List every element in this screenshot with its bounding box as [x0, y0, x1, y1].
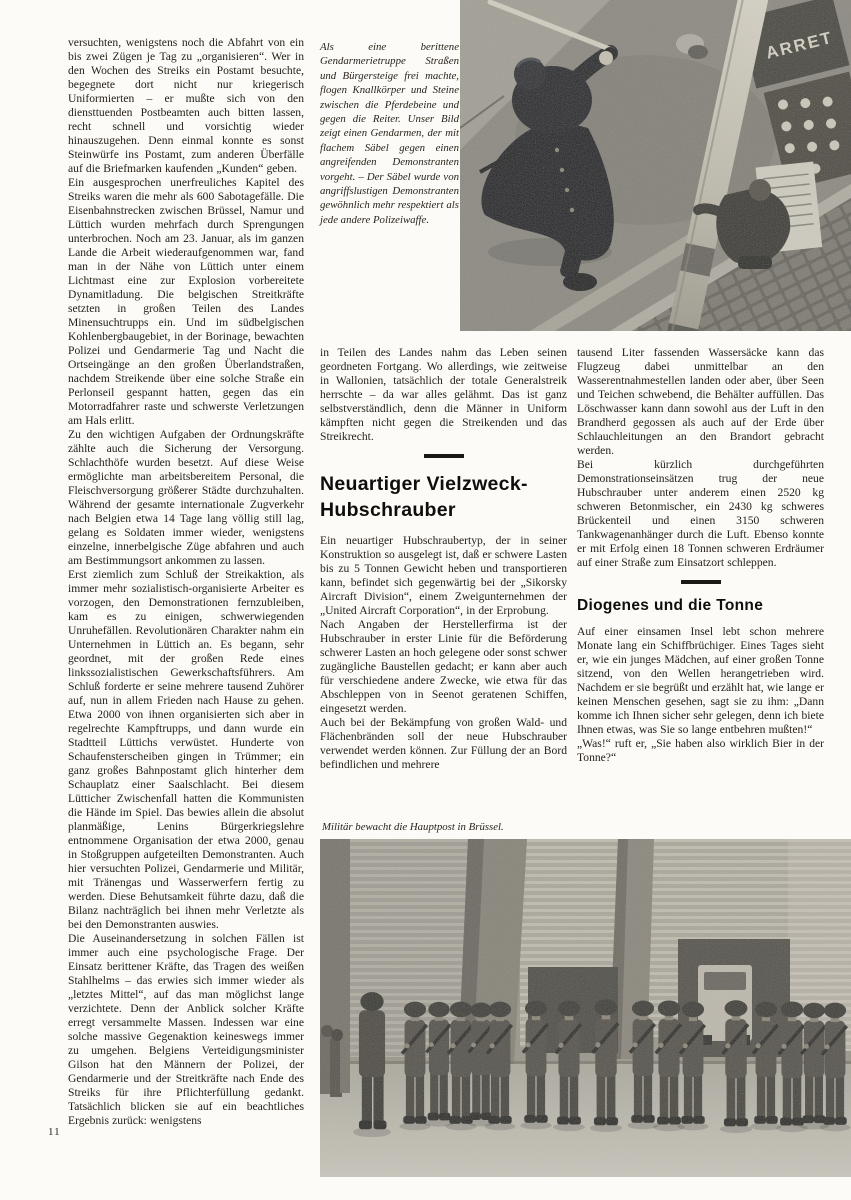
- article-heading-helicopter: Neuartiger Vielzweck-Hubschrauber: [320, 473, 528, 521]
- photo-gendarme-saber: [460, 0, 851, 331]
- body-paragraph: Ein ausgesprochen unerfreuliches Kapitel des Streiks waren die mehr als 600 Sabotagefälle. Die Eisenbahnstrecken zwischen Brüssel, Namur und Lüttich wurden mehrfach durch Sprengungen unterbrochen. Noch am 23. Januar, als im ganzen Lande die Arbeit wiederaufgenommen war, fand man in der Nähe von Lüttich unter einem Lichtmast eine zur Explosion vorbereitete Dynamitladung. Die belgischen Streitkräfte setzten in großen Teilen des Landes Minensuchtrupps ein. Und im südbelgischen Kohlenbergbaugebiet, in der Borinage, bewachten Polizei und Gendarmerie Tag und Nacht die Ortseingänge an den großen Überlandstraßen, nachdem Streikende über eine solche Straße ein Perlonseil gespannt hatten, gegen das ein Motorradfahrer raste und schwerste Verletzungen am Hals erlitt.: [68, 176, 304, 427]
- column-left: [68, 36, 304, 1128]
- page-number: 11: [48, 1126, 61, 1138]
- column-middle: [320, 346, 567, 772]
- body-paragraph: Zu den wichtigen Aufgaben der Ordnungskräfte zählte auch die Sicherung der Versorgung. Schlachthöfe wurden besetzt. Auf diese Weise ermöglichte man arbeitsbereitem Personal, die Fleischversorgung größerer Städte durchzuhalten. Während der gesamte internationale Zugverkehr nach Belgien etwa 14 Tage lang völlig still lag, gelang es Soldaten immer wieder, wenigstens einzelne, innerbelgische Züge abfahren und auch am Bestimmungsort ankommen zu lassen.: [68, 428, 304, 567]
- body-paragraph: Auch bei der Bekämpfung von großen Wald- und Flächenbränden soll der neue Hubschrauber verwendet werden können. Zur Füllung der an Bord befindlichen und mehrere: [320, 716, 567, 771]
- body-paragraph: Bei kürzlich durchgeführten Demonstrationseinsätzen trug der neue Hubschrauber unter anderem einen 2520 kg schweren Betonmischer, ein 2430 kg schweres Brückenteil und einen 3150 schweren Tankwagenanhänger durch die Luft. Ebenso konnte er mit Erfolg einen 18 Tonnen schweren Erdräumer auf einer Straße zum Einsatzort schleppen.: [577, 458, 824, 569]
- soldiers-photo-illustration: [320, 839, 851, 1177]
- photo-caption-bottom: Militär bewacht die Hauptpost in Brüssel.: [322, 821, 504, 833]
- body-paragraph: Nach Angaben der Herstellerfirma ist der Hubschrauber in erster Linie für die Beförderung schwerer Lasten an hoch gelegene oder sonst schwer zugängliche Baustellen gedacht; er kann aber auch für verschiedene andere Zwecke, wie etwa für das Abschleppen von in Seenot geratenen Schiffen, eingesetzt werden.: [320, 618, 567, 715]
- article-heading-diogenes: Diogenes und die Tonne: [577, 597, 764, 614]
- arret-sign-text: ARRET: [763, 27, 836, 63]
- body-paragraph: tausend Liter fassenden Wassersäcke kann das Flugzeug dabei unmittelbar an den Wasserentnahmestellen landen oder aber, über Seen und Teichen schwebend, die Behälter auffüllen. Das Löschwasser kann dann sowohl aus der Luft in den Brandherd gegossen als auch auf der Erde über Schlauchleitungen an den Brandort gebracht werden.: [577, 346, 824, 457]
- body-paragraph: Erst ziemlich zum Schluß der Streikaktion, als immer mehr sozialistisch-organisierte Arbeiter es vorzogen, den Demonstrationen fernzubleiben, kam es zu einigen, schwerwiegenden Unruhefällen. Revolutionären Charakter nahm ein Unternehmen in Lüttich an. Es begann, sehr geordnet, mit der großen Rede eines linkssozialistischen Gewerkschaftsführers. Am Schluß forderte er seine mehrere tausend Zuhörer auf, nun in allem Frieden nach Hause zu gehen. Etwa 2000 von ihnen organisierten sich aber in regelrechte Kampftrupps, und dann wurde ein Stadtteil Lüttichs verwüstet. Hunderte von Schaufensterscheiben gingen in Trümmer; ein ganz großes Bahnpostamt glich hinterher dem Schauplatz einer Saalschlacht. Bei diesem Lütticher Zwischenfall hatten die Kommunisten die Hände im Spiel. Das bewies allein die absolut planmäßige, Lenins Bürgerkriegslehre entnommene Organisation der etwa 2000, genau in Stoßgruppen aufgeteilten Demonstranten. Auch hier versuchten Polizei, Gendarmerie und Militär, mit Tränengas und Wasserwerfern fertig zu werden. Diese Behutsamkeit führte dazu, daß die Bilanz nachträglich bei ihnen mehr Verletzte als bei den Demonstranten auswies.: [68, 568, 304, 931]
- section-divider: [424, 454, 464, 458]
- body-paragraph: Die Auseinandersetzung in solchen Fällen ist immer auch eine psychologische Frage. Der Einsatz berittener Kräfte, das Tragen des weißen Stahlhelms – das erwies sich immer wieder als „letztes Mittel“, auf das man möglichst lange verzichtete. Denn der Anblick solcher Kräfte erregt versammelte Massen. Indessen war eine solche massive Gegenaktion keineswegs immer zu umgehen. Belgiens Verteidigungsminister Gilson hat den Männern der Polizei, der Gendarmerie und der Streitkräfte nach Ende des Streiks für ihre Pflichterfüllung gedankt. Tatsächlich blicken sie auf ein beachtliches Ergebnis zurück: wenigstens: [68, 932, 304, 1127]
- section-divider: [681, 580, 721, 584]
- body-paragraph: versuchten, wenigstens noch die Abfahrt von ein bis zwei Zügen je Tag zu „organisieren“. Wer in den Wochen des Streiks ein Postamt besuchte, begegnete dort nicht nur kriegerisch Uniformierten – er mußte sich von den diensttuenden Postbeamten auch bitten lassen, recht schnell und vorsichtig wieder hinauszugehen. Denn einmal konnte es sonst Steinwürfe ins Postamt, zum anderen Überfälle auf die Briefmarken kaufenden „Kunden“ geben.: [68, 36, 304, 175]
- body-paragraph: Ein neuartiger Hubschraubertyp, der in seiner Konstruktion so ausgelegt ist, daß er schwere Lasten bis zu 5 Tonnen Gewicht heben und transportieren kann, befindet sich gegenwärtig bei der „Sikorsky Aircraft Division“, einem Zweigunternehmen der „United Aircraft Corporation“, in der Erprobung.: [320, 534, 567, 617]
- body-paragraph: „Was!“ ruft er, „Sie haben also wirklich Bier in der Tonne?“: [577, 737, 824, 764]
- gendarme-photo-illustration: [460, 0, 851, 331]
- photo-soldiers-post-office: [320, 839, 851, 1177]
- photo-caption-top: Als eine berittene Gendarmerietruppe Straßen und Bürgersteige frei machte, flogen Knallkörper und Steine zwischen die Pferdebeine und gegen die Reiter. Unser Bild zeigt einen Gendarmen, der mit flachem Säbel gegen einen angreifenden Demonstranten vorgeht. – Der Säbel wurde von angriffslustigen Demonstranten gewöhnlich mehr respektiert als jede andere Polizeiwaffe.: [320, 41, 459, 226]
- column-right: [577, 346, 824, 765]
- body-paragraph: Auf einer einsamen Insel lebt schon mehrere Monate lang ein Schiffbrüchiger. Eines Tages sieht er, wie ein junges Mädchen, auf einer großen Tonne sitzend, von den Wellen herangetrieben wird. Nachdem er sie begrüßt und erzählt hat, wie lange er keinen Menschen gesehen, sagt sie zu ihm: „Dann komme ich Ihnen sicher sehr gelegen, denn ich biete Ihnen etwas, was Sie so lange entbehren mußten!“: [577, 625, 824, 736]
- body-paragraph: in Teilen des Landes nahm das Leben seinen geordneten Fortgang. Wo allerdings, wie zeitweise in Wallonien, tatsächlich der totale Generalstreik herrschte – da war alles gelähmt. Das ist ganz selbstverständlich, denn die Männer in Uniform kämpften nicht gegen die Streikenden und das Streikrecht.: [320, 346, 567, 443]
